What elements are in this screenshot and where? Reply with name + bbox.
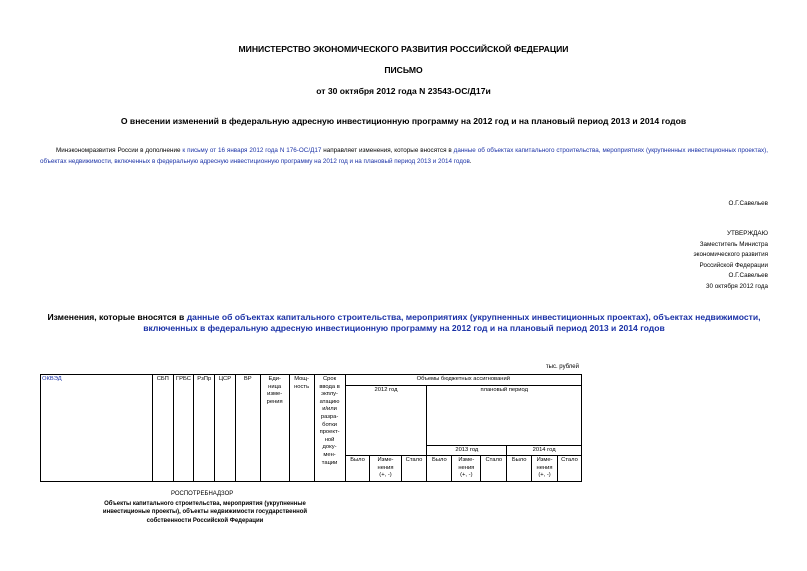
intro-text-3: . (469, 157, 472, 165)
document-type: ПИСЬМО (384, 65, 423, 75)
change-header: Изме- нения (+, -) (370, 456, 401, 482)
intro-text-1: Минэкономразвития России в дополнение (56, 147, 183, 154)
changes-title (40, 312, 768, 334)
was-header: Было (427, 456, 452, 482)
year-2012-header: 2012 год (345, 385, 427, 456)
was-header: Было (345, 456, 370, 482)
vr-header: ВР (235, 375, 260, 482)
approval-line: УТВЕРЖДАЮ (726, 230, 768, 237)
signature: О.Г.Савельев (728, 200, 768, 207)
approval-line: Российской Федерации (699, 261, 768, 269)
rzpr-header: РзПр (194, 375, 215, 482)
approval-line: Заместитель Министра (699, 240, 768, 248)
capacity-header: Мощ- ность (289, 375, 314, 482)
approval-line: 30 октября 2012 года (705, 282, 768, 290)
budget-header: Объемы бюджетных ассигнований (345, 375, 581, 386)
approval-line: О.Г.Савельев (728, 272, 768, 280)
intro-paragraph (40, 146, 768, 167)
change-header: Изме- нения (+, -) (532, 456, 558, 482)
term-header: Срок ввода в экплу- атацию и/или разра- ботки проект- ной доку- мен- тации (314, 375, 345, 482)
sbp-header: СБП (152, 375, 173, 482)
document-date-number: от 30 октября 2012 года N 23543-ОС/Д17и (316, 86, 491, 96)
ministry-title: МИНИСТЕРСТВО ЭКОНОМИЧЕСКОГО РАЗВИТИЯ РОССИЙСКОЙ ФЕДЕРАЦИИ (238, 44, 569, 54)
year-2014-header: 2014 год (507, 445, 582, 456)
grbs-header: ГРБС (173, 375, 194, 482)
was-header: Было (507, 456, 532, 482)
became-header: Стало (558, 456, 582, 482)
units-label: тыс. рублей (545, 364, 579, 370)
objects-heading: Объекты капитального строительства, мероприятия (укрупненные инвестиционые проекты), объекты недвижимости государственной собственности Российской Федерации (102, 501, 308, 524)
unit-header: Еди- ница изме- рения (260, 375, 289, 482)
changes-title-prefix: Изменения, которые вносятся в (47, 312, 187, 322)
changes-title-link[interactable]: данные об объектах капитального строительства, мероприятиях (укрупненных инвестиционных проектах), объектах недвижимости, включенных в федеральную адресную инвестиционную программу на 2012 год и на плановый период 2013 и 2014 годов (143, 312, 761, 333)
okved-link[interactable]: ОКВЭД (42, 376, 62, 382)
changes-table (40, 374, 582, 482)
csr-header: ЦСР (215, 375, 236, 482)
intro-text-2: направляет изменения, которые вносятся в (321, 147, 454, 154)
okved-header (41, 375, 153, 482)
year-2013-header: 2013 год (427, 445, 507, 456)
agency-name: РОСПОТРЕБНАДЗОР (171, 491, 234, 497)
plan-period-header: плановый период (427, 385, 582, 445)
became-header: Стало (481, 456, 507, 482)
became-header: Стало (401, 456, 427, 482)
approval-block (693, 229, 768, 293)
change-header: Изме- нения (+, -) (452, 456, 481, 482)
approval-line: экономического развития (693, 251, 768, 259)
document-subject: О внесении изменений в федеральную адресную инвестиционную программу на 2012 год и на плановый период 2013 и 2014 годов (120, 116, 687, 126)
intro-link-data[interactable]: данные об объектах капитального строительства, мероприятиях (укрупненных инвестиционных проектах), объектах недвижимости, включенных в федеральную адресную инвестиционную программу на 2012 год и на плановый период 2013 и 2014 годов (40, 147, 769, 165)
intro-link-letter[interactable]: к письму от 16 января 2012 года N 176-ОС/Д17 (182, 147, 322, 154)
